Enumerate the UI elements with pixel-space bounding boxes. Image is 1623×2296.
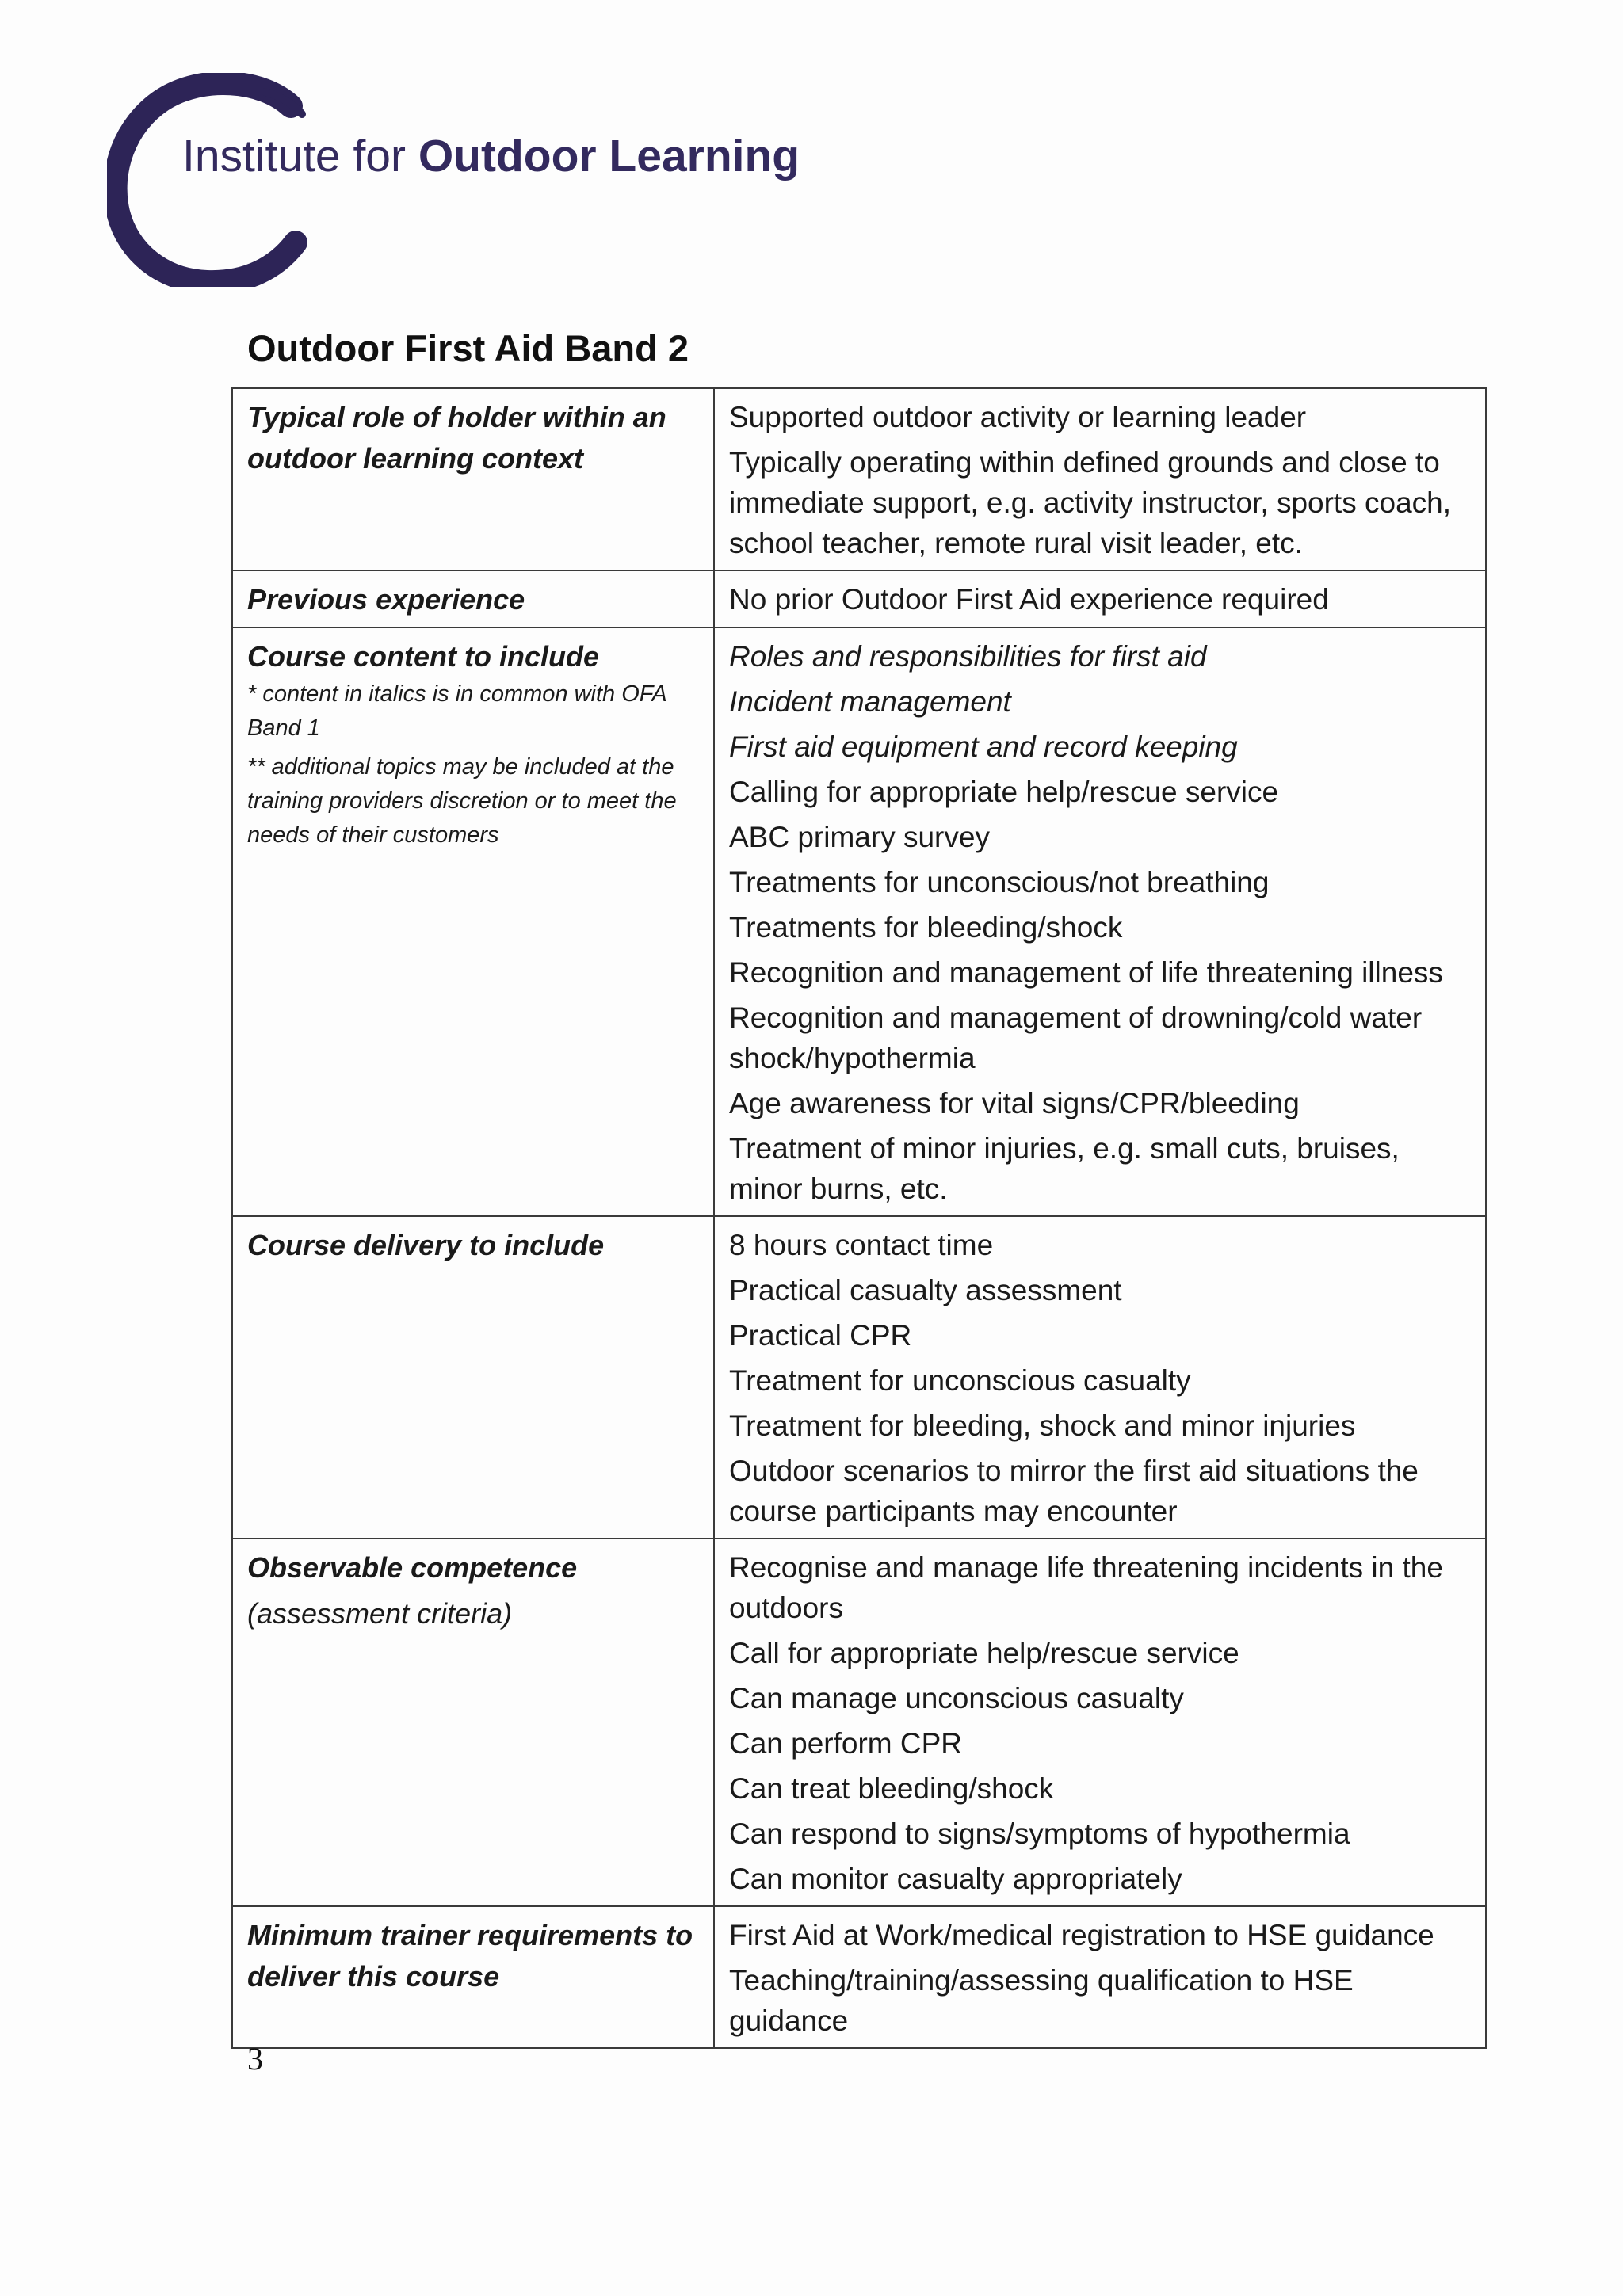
table-row-observable-competence <box>232 1539 1486 1906</box>
row-label-cell <box>232 627 714 1216</box>
list-item: Recognition and management of drowning/cold water shock/hypothermia <box>729 1001 1423 1074</box>
list-item: Treatments for bleeding/shock <box>729 911 1123 944</box>
organisation-logo <box>107 73 820 287</box>
list-item: ABC primary survey <box>729 821 990 853</box>
row-label-cell <box>232 388 714 570</box>
list-item: Calling for appropriate help/rescue service <box>729 776 1279 808</box>
list-item: Treatment of minor injuries, e.g. small cuts, bruises, minor burns, etc. <box>729 1132 1400 1205</box>
row-label-cell <box>232 1216 714 1539</box>
row-content-cell <box>714 388 1486 570</box>
row-label: Observable competence <box>247 1551 578 1584</box>
list-item: Treatment for unconscious casualty <box>729 1364 1191 1397</box>
logo-wordmark-bold: Outdoor Learning <box>418 131 800 181</box>
row-label: Minimum trainer requirements to deliver this course <box>247 1919 693 1993</box>
page-number: 3 <box>247 2041 263 2077</box>
list-item: Can respond to signs/symptoms of hypothermia <box>729 1817 1350 1850</box>
row-label-cell <box>232 1539 714 1906</box>
row-content-cell <box>714 570 1486 627</box>
list-item: No prior Outdoor First Aid experience required <box>729 583 1329 616</box>
row-label: Course content to include <box>247 640 600 673</box>
list-item: Can monitor casualty appropriately <box>729 1863 1182 1895</box>
list-item: First aid equipment and record keeping <box>729 730 1238 763</box>
list-item: Practical casualty assessment <box>729 1274 1122 1306</box>
table-row-course-delivery <box>232 1216 1486 1539</box>
list-item: Can manage unconscious casualty <box>729 1682 1184 1714</box>
row-label: Typical role of holder within an outdoor learning context <box>247 401 666 475</box>
list-item: Outdoor scenarios to mirror the first aid situations the course participants may encounter <box>729 1455 1419 1527</box>
list-item: Recognise and manage life threatening incidents in the outdoors <box>729 1551 1443 1624</box>
row-sublabel: (assessment criteria) <box>247 1597 513 1630</box>
list-item: Incident management <box>729 685 1011 718</box>
row-label-cell <box>232 570 714 627</box>
course-spec-table <box>231 387 1487 2049</box>
list-item: Recognition and management of life threatening illness <box>729 956 1443 989</box>
table-row-trainer-requirements <box>232 1906 1486 2048</box>
list-item: Typically operating within defined grounds and close to immediate support, e.g. activity instructor, sports coach, school teacher, remote rural visit leader, etc. <box>729 446 1451 559</box>
list-item: First Aid at Work/medical registration to HSE guidance <box>729 1919 1434 1951</box>
document-title: Outdoor First Aid Band 2 <box>247 327 689 369</box>
row-content-cell <box>714 1906 1486 2048</box>
row-label: Previous experience <box>247 583 525 616</box>
list-item: Age awareness for vital signs/CPR/bleeding <box>729 1087 1300 1119</box>
list-item: Roles and responsibilities for first aid <box>729 640 1207 673</box>
list-item: Supported outdoor activity or learning leader <box>729 401 1307 433</box>
additional-topics-note: ** additional topics may be included at the training providers discretion or to meet the needs of their customers <box>247 754 677 848</box>
list-item: Treatments for unconscious/not breathing <box>729 866 1270 898</box>
logo-wordmark-regular: Institute for <box>182 131 418 181</box>
list-item: Can treat bleeding/shock <box>729 1772 1054 1805</box>
table-row-previous-experience <box>232 570 1486 627</box>
logo-wordmark <box>182 130 800 182</box>
list-item: 8 hours contact time <box>729 1229 994 1261</box>
row-label-cell <box>232 1906 714 2048</box>
list-item: Can perform CPR <box>729 1727 963 1760</box>
row-content-cell <box>714 1216 1486 1539</box>
row-content-cell <box>714 1539 1486 1906</box>
row-content-cell <box>714 627 1486 1216</box>
list-item: Treatment for bleeding, shock and minor injuries <box>729 1409 1356 1442</box>
list-item: Call for appropriate help/rescue service <box>729 1637 1239 1669</box>
list-item: Practical CPR <box>729 1319 912 1352</box>
table-row-typical-role <box>232 388 1486 570</box>
list-item: Teaching/training/assessing qualification to HSE guidance <box>729 1964 1354 2037</box>
table-row-course-content <box>232 627 1486 1216</box>
row-label: Course delivery to include <box>247 1229 605 1261</box>
italics-note: * content in italics is in common with OFA Band 1 <box>247 681 666 741</box>
